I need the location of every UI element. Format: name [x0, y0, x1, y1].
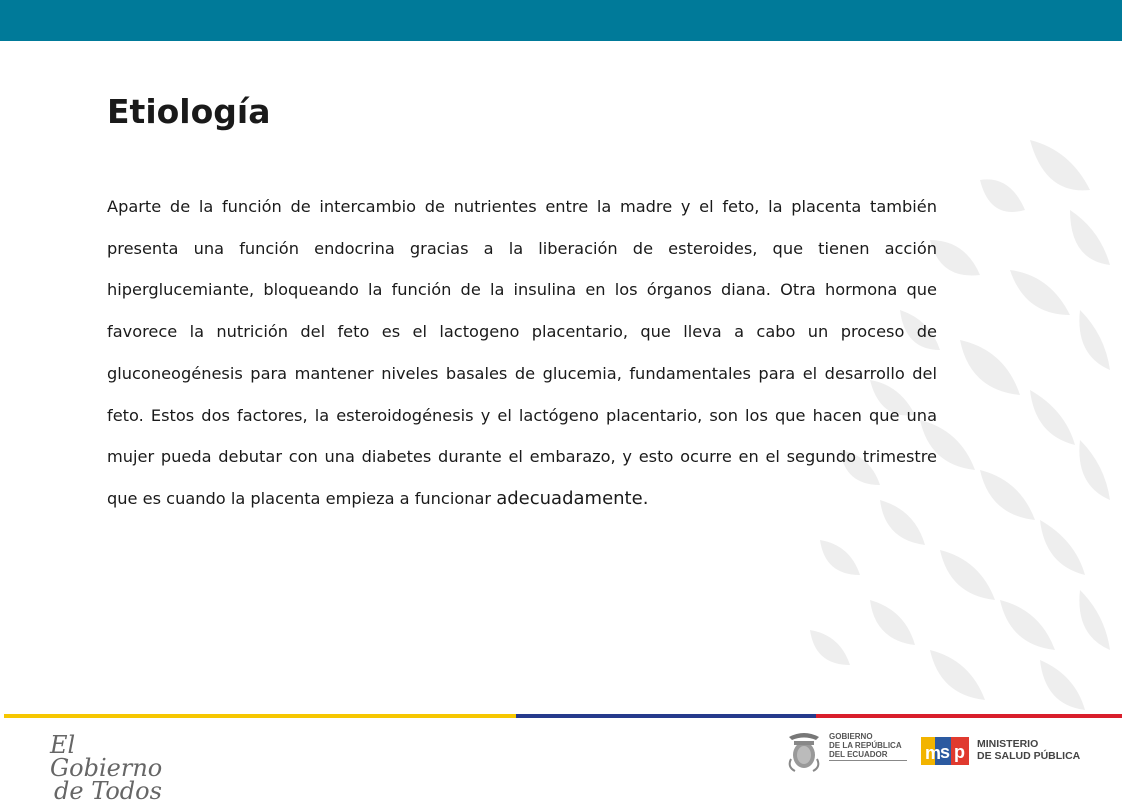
slogan-line-1: El Gobierno [50, 731, 163, 782]
svg-text:p: p [954, 742, 965, 762]
gov-logo-text [829, 732, 909, 761]
body-paragraph [107, 186, 937, 520]
footer-stripe-red [816, 714, 1122, 718]
gobierno-ecuador-logo [785, 729, 910, 774]
msp-logo [921, 729, 1091, 774]
slide-title: Etiología [107, 92, 271, 131]
slogan-line-2: de Todos [54, 777, 162, 805]
gov-line-2: DE LA REPÚBLICA [829, 741, 902, 750]
top-header-bar [0, 0, 1122, 41]
gov-underline [829, 760, 907, 761]
footer-stripe-yellow [4, 714, 516, 718]
gov-line-3: DEL ECUADOR [829, 750, 888, 759]
footer-stripe-blue [516, 714, 816, 718]
gov-line-1: GOBIERNO [829, 732, 873, 741]
msp-line-1: MINISTERIO [977, 738, 1039, 750]
coat-of-arms-icon [785, 729, 823, 773]
svg-text:s: s [940, 742, 951, 762]
msp-icon [921, 733, 969, 769]
msp-logo-text [977, 738, 1097, 762]
body-text-main: Aparte de la función de intercambio de nutrientes entre la madre y el feto, la placenta también presenta una función endocrina gracias a la liberación de esteroides, que tienen acción hiperglucemiante, bloqueando la función de la insulina en los órganos diana. Otra hormona que favorece la nutrición del feto es el lactogeno placentario, que lleva a cabo un proceso de gluconeogénesis para mantener niveles basales de glucemia, fundamentales para el desarrollo del feto. Estos dos factores, la esteroidogénesis y el lactógeno placentario, son los que hacen que una mujer pueda debutar con una diabetes durante el embarazo, y esto ocurre en el segundo trimestre que es cuando la placenta empieza a funcionar [107, 197, 937, 508]
msp-line-2: DE SALUD PÚBLICA [977, 750, 1081, 762]
body-text-end: adecuadamente. [496, 487, 649, 509]
svg-text:m: m [925, 743, 942, 763]
el-gobierno-de-todos-logo [50, 731, 190, 805]
